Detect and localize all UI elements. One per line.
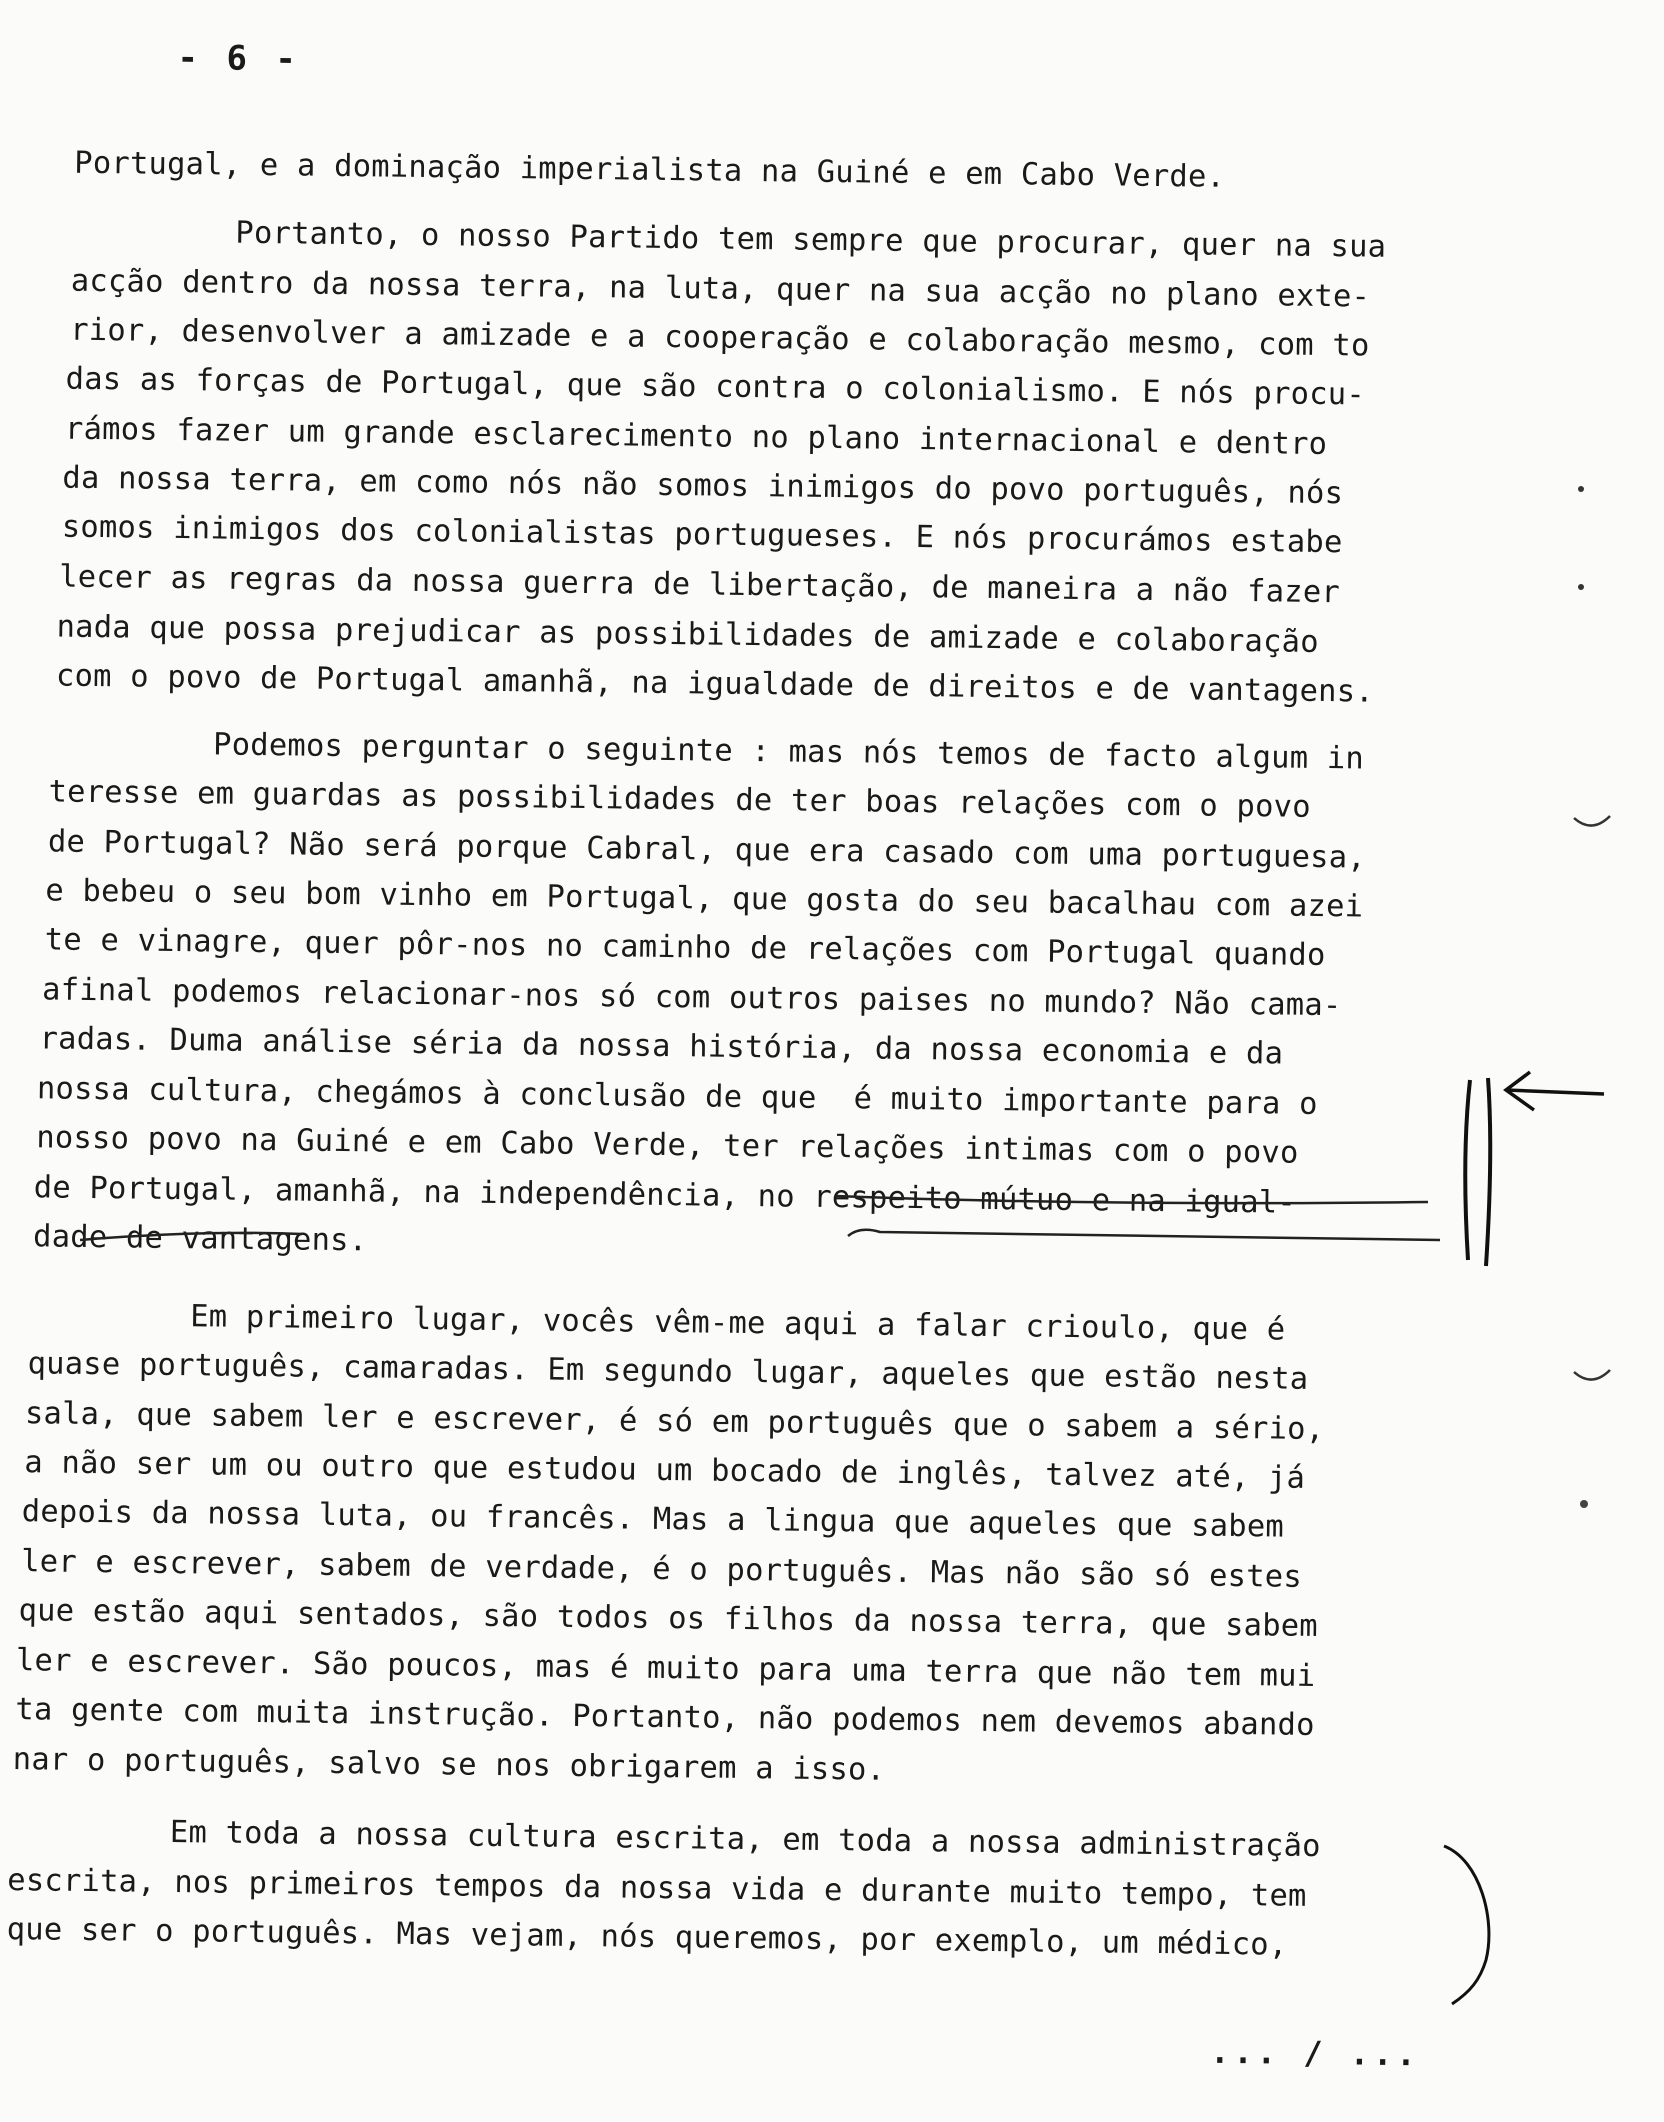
text-line: Em toda a nossa cultura escrita, em toda a nossa administração (169, 1814, 1321, 1865)
margin-bracket-right (1440, 1840, 1500, 2010)
text-line: a não ser um ou outro que estudou um bocado de inglês, talvez até, já (24, 1445, 1306, 1496)
text-line: sala, que sabem ler e escrever, é só em português que o sabem a sério, (24, 1396, 1325, 1448)
text-line: radas. Duma análise séria da nossa história, da nossa economia e da (39, 1021, 1284, 1072)
text-line: rior, desenvolver a amizade e a cooperação e colaboração mesmo, com to (70, 312, 1370, 364)
arrow-left-icon (1500, 1068, 1610, 1128)
text-line: nar o português, salvo se nos obrigarem a isso. (12, 1742, 886, 1788)
text-line: somos inimigos dos colonialistas portugueses. E nós procurámos estabe (61, 509, 1343, 561)
text-line: Portugal, e a dominação imperialista na Guiné e em Cabo Verde. (74, 145, 1226, 195)
text-line: rámos fazer um grande esclarecimento no plano internacional e dentro (64, 411, 1328, 463)
text-line: ler e escrever, sabem de verdade, é o português. Mas não são só estes (20, 1544, 1303, 1595)
text-line: afinal podemos relacionar-nos só com outros paises no mundo? Não cama- (41, 972, 1342, 1024)
text-line: acção dentro da nossa terra, na luta, quer na sua acção no plano exte- (70, 263, 1371, 315)
margin-dot (1578, 584, 1584, 590)
text-line: te e vinagre, quer pôr-nos no caminho de relações com Portugal quando (44, 922, 1326, 974)
text-line: que ser o português. Mas vejam, nós queremos, por exemplo, um médico, (6, 1911, 1288, 1963)
text-line: escrita, nos primeiros tempos da nossa vida e durante muito tempo, tem (7, 1863, 1307, 1914)
text-line: Podemos perguntar o seguinte : mas nós temos de facto algum in (212, 727, 1365, 777)
text-line: dade de vantagens. (32, 1219, 368, 1259)
text-line: Em primeiro lugar, vocês vêm-me aqui a falar crioulo, que é (189, 1299, 1286, 1348)
text-line: nosso povo na Guiné e em Cabo Verde, ter relações intimas com o povo (36, 1120, 1299, 1171)
text-line: nossa cultura, chegámos à conclusão de que é muito importante para o (36, 1071, 1318, 1122)
text-line: e bebeu o seu bom vinho em Portugal, que gosta do seu bacalhau com azei (45, 873, 1364, 925)
margin-tick (1572, 1368, 1612, 1388)
text-line: nada que possa prejudicar as possibilidades de amizade e colaboração (56, 609, 1319, 660)
continuation-marker: ... / ... (1210, 2032, 1420, 2074)
margin-dot (1578, 486, 1584, 492)
text-line: ler e escrever. São poucos, mas é muito para uma terra que não tem mui (15, 1643, 1316, 1694)
text-line: quase português, camaradas. Em segundo lugar, aqueles que estão nesta (27, 1346, 1309, 1397)
text-line: teresse em guardas as possibilidades de ter boas relações com o povo (48, 774, 1311, 825)
text-line: de Portugal? Não será porque Cabral, que era casado com uma portuguesa, (47, 824, 1367, 876)
text-line: das as forças de Portugal, que são contra o colonialismo. E nós procu- (65, 361, 1366, 413)
text-line: depois da nossa luta, ou francês. Mas a lingua que aqueles que sabem (21, 1494, 1285, 1545)
page-number: - 6 - (177, 37, 301, 80)
margin-dot (1580, 1500, 1588, 1508)
text-line: de Portugal, amanhã, na independência, no respeito mútuo e na igual- (33, 1170, 1297, 1221)
text-line: que estão aqui sentados, são todos os filhos da nossa terra, que sabem (18, 1593, 1319, 1644)
text-line: com o povo de Portugal amanhã, na igualdade de direitos e de vantagens. (55, 658, 1375, 710)
text-line: Portanto, o nosso Partido tem sempre que procurar, quer na sua (235, 215, 1387, 265)
margin-tick (1572, 814, 1612, 834)
text-line: ta gente com muita instrução. Portanto, não podemos nem devemos abando (15, 1692, 1315, 1743)
text-line: lecer as regras da nossa guerra de libertação, de maneira a não fazer (58, 559, 1341, 611)
text-line: da nossa terra, em como nós não somos inimigos do povo português, nós (62, 460, 1344, 512)
